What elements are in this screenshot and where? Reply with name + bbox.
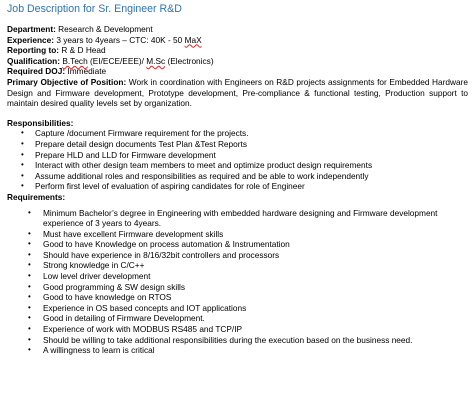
bullet-icon: • <box>21 160 24 170</box>
reporting-value: R & D Head <box>59 45 106 56</box>
requirements-heading: Requirements: <box>7 191 66 202</box>
department-label: Department: <box>7 24 56 34</box>
list-item: • Good programming & SW design skills <box>28 281 186 292</box>
responsibilities-list <box>7 128 468 192</box>
experience-label: Experience: <box>7 34 55 45</box>
list-item: • Good to have knowledge on RTOS <box>28 292 172 303</box>
document-title: Job Description for Sr. Engineer R&D <box>7 3 182 15</box>
qualification-btech: B.Tech <box>62 55 88 66</box>
bullet-icon: • <box>28 239 31 249</box>
bullet-icon: • <box>21 170 24 180</box>
reporting-label: Reporting to: <box>7 45 60 56</box>
experience-value-max: MaX <box>184 34 202 45</box>
bullet-icon: • <box>28 345 31 355</box>
list-item: • Minimum Bachelor’s degree in Engineering with embedded hardware designing and Firmware development experience of 3 years to 4years. <box>28 207 438 229</box>
list-item: • Low level driver development <box>28 271 151 282</box>
bullet-icon: • <box>28 313 31 323</box>
list-item: • A willingness to learn is critical <box>28 345 155 356</box>
bullet-icon: • <box>28 334 31 344</box>
bullet-icon: • <box>28 302 31 312</box>
qualification-end: (Electronics) <box>165 55 214 66</box>
objective-value: Work in coordination with Engineers on R&D projects assignments for Embedded Hardware Design and Firmware development, Prototype development, Pre-compliance & functional testing, Production support to maintain desired quality levels set by organization. <box>7 76 468 109</box>
doj-value: Immediate <box>65 66 107 77</box>
experience-line <box>7 35 468 46</box>
list-item: • Should be willing to take additional responsibilities during the execution based on the business need. <box>28 334 413 345</box>
bullet-icon: • <box>28 324 31 334</box>
doj-line <box>7 66 468 77</box>
list-item: • Strong knowledge in C/C++ <box>28 260 145 271</box>
bullet-icon: • <box>21 149 24 159</box>
list-item: • Assume additional roles and responsibilities as required and be able to work independently <box>21 170 369 181</box>
bullet-icon: • <box>21 128 24 138</box>
list-item: • Capture /document Firmware requirement for the projects. <box>21 128 249 139</box>
list-item: • Must have excellent Firmware development skills <box>28 228 224 239</box>
list-item: • Good to have Knowledge on process automation & Instrumentation <box>28 239 290 250</box>
responsibilities-heading: Responsibilities: <box>7 117 74 128</box>
bullet-icon: • <box>28 260 31 270</box>
bullet-icon: • <box>28 207 31 217</box>
bullet-icon: • <box>28 249 31 259</box>
qualification-label: Qualification: <box>7 55 61 66</box>
bullet-icon: • <box>28 281 31 291</box>
bullet-icon: • <box>28 271 31 281</box>
list-item: • Good in detailing of Firmware Development. <box>28 313 205 324</box>
list-item: • Prepare detail design documents Test Plan &Test Reports <box>21 138 247 149</box>
doj-label: Required DOJ: <box>7 66 66 77</box>
list-item: • Perform first level of evaluation of aspiring candidates for role of Engineer <box>21 181 305 192</box>
bullet-icon: • <box>28 228 31 238</box>
department-line <box>7 24 468 35</box>
qualification-line <box>7 56 468 67</box>
list-item: • Interact with other design team members to meet and optimize product design requirements <box>21 160 373 171</box>
objective-paragraph <box>7 77 468 109</box>
department-value: Research & Development <box>55 24 153 34</box>
bullet-icon: • <box>21 138 24 148</box>
qualification-mid: (EI/ECE/EEE)/ <box>87 55 147 66</box>
objective-label: Primary Objective of Position: <box>7 76 127 87</box>
bullet-icon: • <box>21 181 24 191</box>
list-item: • Prepare HLD and LLD for Firmware development <box>21 149 216 160</box>
experience-value: 3 years to 4years – CTC: 40K - 50 <box>54 34 185 45</box>
list-item: • Should have experience in 8/16/32bit controllers and processors <box>28 249 280 260</box>
qualification-msc: M.Sc <box>146 55 166 66</box>
reporting-line <box>7 45 468 56</box>
requirements-list <box>7 208 468 356</box>
list-item: • Experience of work with MODBUS RS485 and TCP/IP <box>28 324 243 335</box>
list-item: • Experience in OS based concepts and IOT applications <box>28 302 247 313</box>
bullet-icon: • <box>28 292 31 302</box>
